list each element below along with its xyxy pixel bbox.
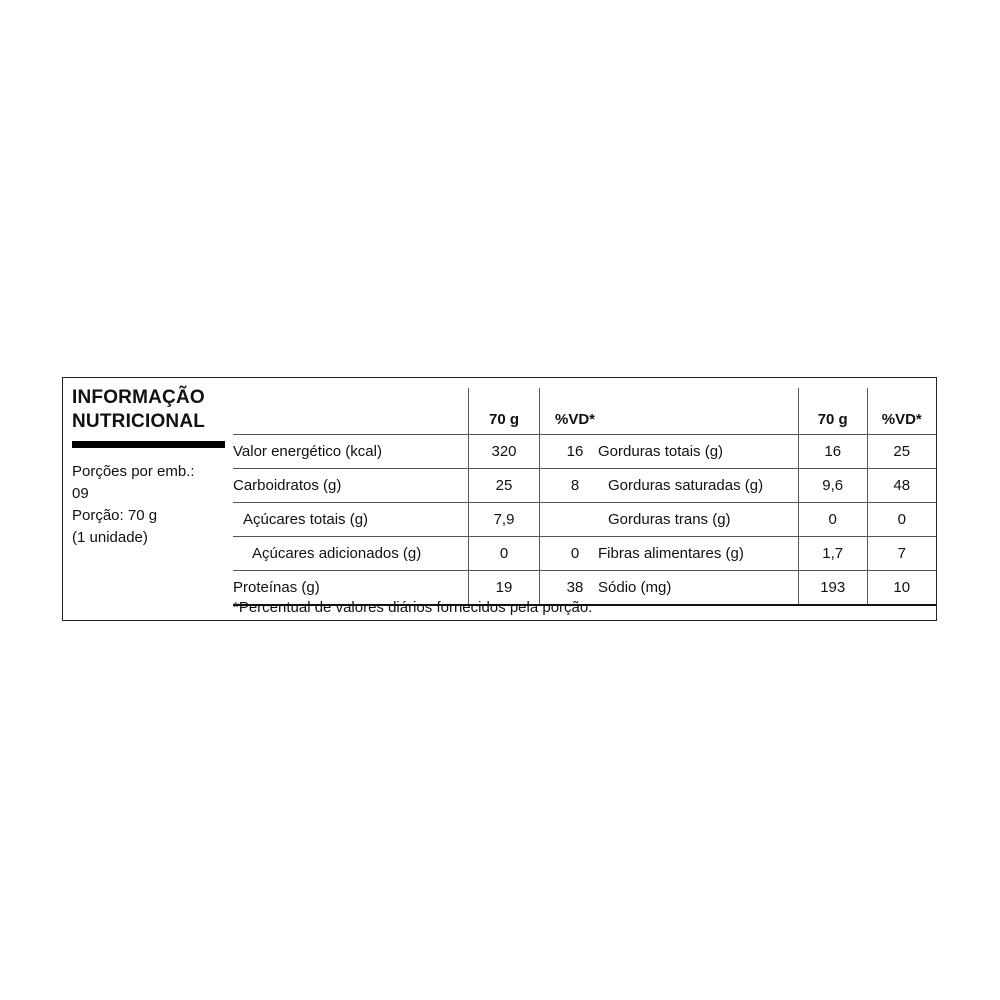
nutrient-label: Gorduras saturadas (g) bbox=[598, 469, 798, 503]
nutrient-label: Fibras alimentares (g) bbox=[598, 537, 798, 571]
nutrient-daily-value: 8 bbox=[540, 469, 611, 503]
servings-per-package-label: Porções por emb.: bbox=[72, 463, 195, 480]
table-row bbox=[598, 571, 936, 606]
nutrient-amount: 19 bbox=[469, 571, 540, 606]
nutrient-label: Açúcares totais (g) bbox=[233, 503, 469, 537]
nutrient-amount: 9,6 bbox=[798, 469, 867, 503]
nutrient-amount: 1,7 bbox=[798, 537, 867, 571]
table-row bbox=[233, 537, 610, 571]
table-row bbox=[598, 435, 936, 469]
nutrient-label: Gorduras trans (g) bbox=[598, 503, 798, 537]
header-blank bbox=[233, 388, 469, 435]
header-amount: 70 g bbox=[798, 388, 867, 435]
servings-per-package-value: 09 bbox=[72, 485, 89, 502]
nutrient-daily-value: 38 bbox=[540, 571, 611, 606]
nutrient-daily-value: 10 bbox=[867, 571, 936, 606]
nutrient-label: Sódio (mg) bbox=[598, 571, 798, 606]
nutrient-daily-value: 48 bbox=[867, 469, 936, 503]
nutrient-amount: 16 bbox=[798, 435, 867, 469]
table-row bbox=[598, 537, 936, 571]
nutrient-daily-value: 25 bbox=[867, 435, 936, 469]
nutrient-amount: 320 bbox=[469, 435, 540, 469]
nutrient-amount: 7,9 bbox=[469, 503, 540, 537]
title-line-1: INFORMAÇÃO bbox=[72, 387, 205, 408]
nutrient-amount: 0 bbox=[798, 503, 867, 537]
daily-value-footnote: *Percentual de valores diários fornecidos pela porção. bbox=[233, 599, 593, 616]
nutrient-table-left bbox=[233, 388, 610, 606]
nutrient-label: Carboidratos (g) bbox=[233, 469, 469, 503]
table-row bbox=[233, 503, 610, 537]
panel-title bbox=[72, 386, 232, 434]
nutrient-label: Açúcares adicionados (g) bbox=[233, 537, 469, 571]
serving-info bbox=[72, 461, 232, 549]
table-header-row bbox=[233, 388, 610, 435]
table-row bbox=[598, 503, 936, 537]
header-daily-value: %VD* bbox=[540, 388, 611, 435]
nutrient-daily-value: 7 bbox=[867, 537, 936, 571]
nutrient-label: Valor energético (kcal) bbox=[233, 435, 469, 469]
table-header-row bbox=[598, 388, 936, 435]
table-row bbox=[233, 469, 610, 503]
portion-size: Porção: 70 g bbox=[72, 507, 158, 524]
nutrient-table-right bbox=[598, 388, 936, 606]
table-row bbox=[233, 435, 610, 469]
header-daily-value: %VD* bbox=[867, 388, 936, 435]
table-row bbox=[598, 469, 936, 503]
nutrient-amount: 25 bbox=[469, 469, 540, 503]
nutrient-amount: 0 bbox=[469, 537, 540, 571]
nutrient-daily-value: 16 bbox=[540, 435, 611, 469]
header-blank bbox=[598, 388, 798, 435]
nutrient-amount: 193 bbox=[798, 571, 867, 606]
title-divider-bar bbox=[72, 441, 225, 448]
portion-unit: (1 unidade) bbox=[72, 529, 148, 546]
nutrient-daily-value: 0 bbox=[867, 503, 936, 537]
nutrient-label: Proteínas (g) bbox=[233, 571, 469, 606]
title-line-2: NUTRICIONAL bbox=[72, 411, 206, 432]
nutrition-facts-panel bbox=[62, 377, 937, 621]
nutrient-daily-value: 0 bbox=[540, 537, 611, 571]
header-amount: 70 g bbox=[469, 388, 540, 435]
nutrient-label: Gorduras totais (g) bbox=[598, 435, 798, 469]
